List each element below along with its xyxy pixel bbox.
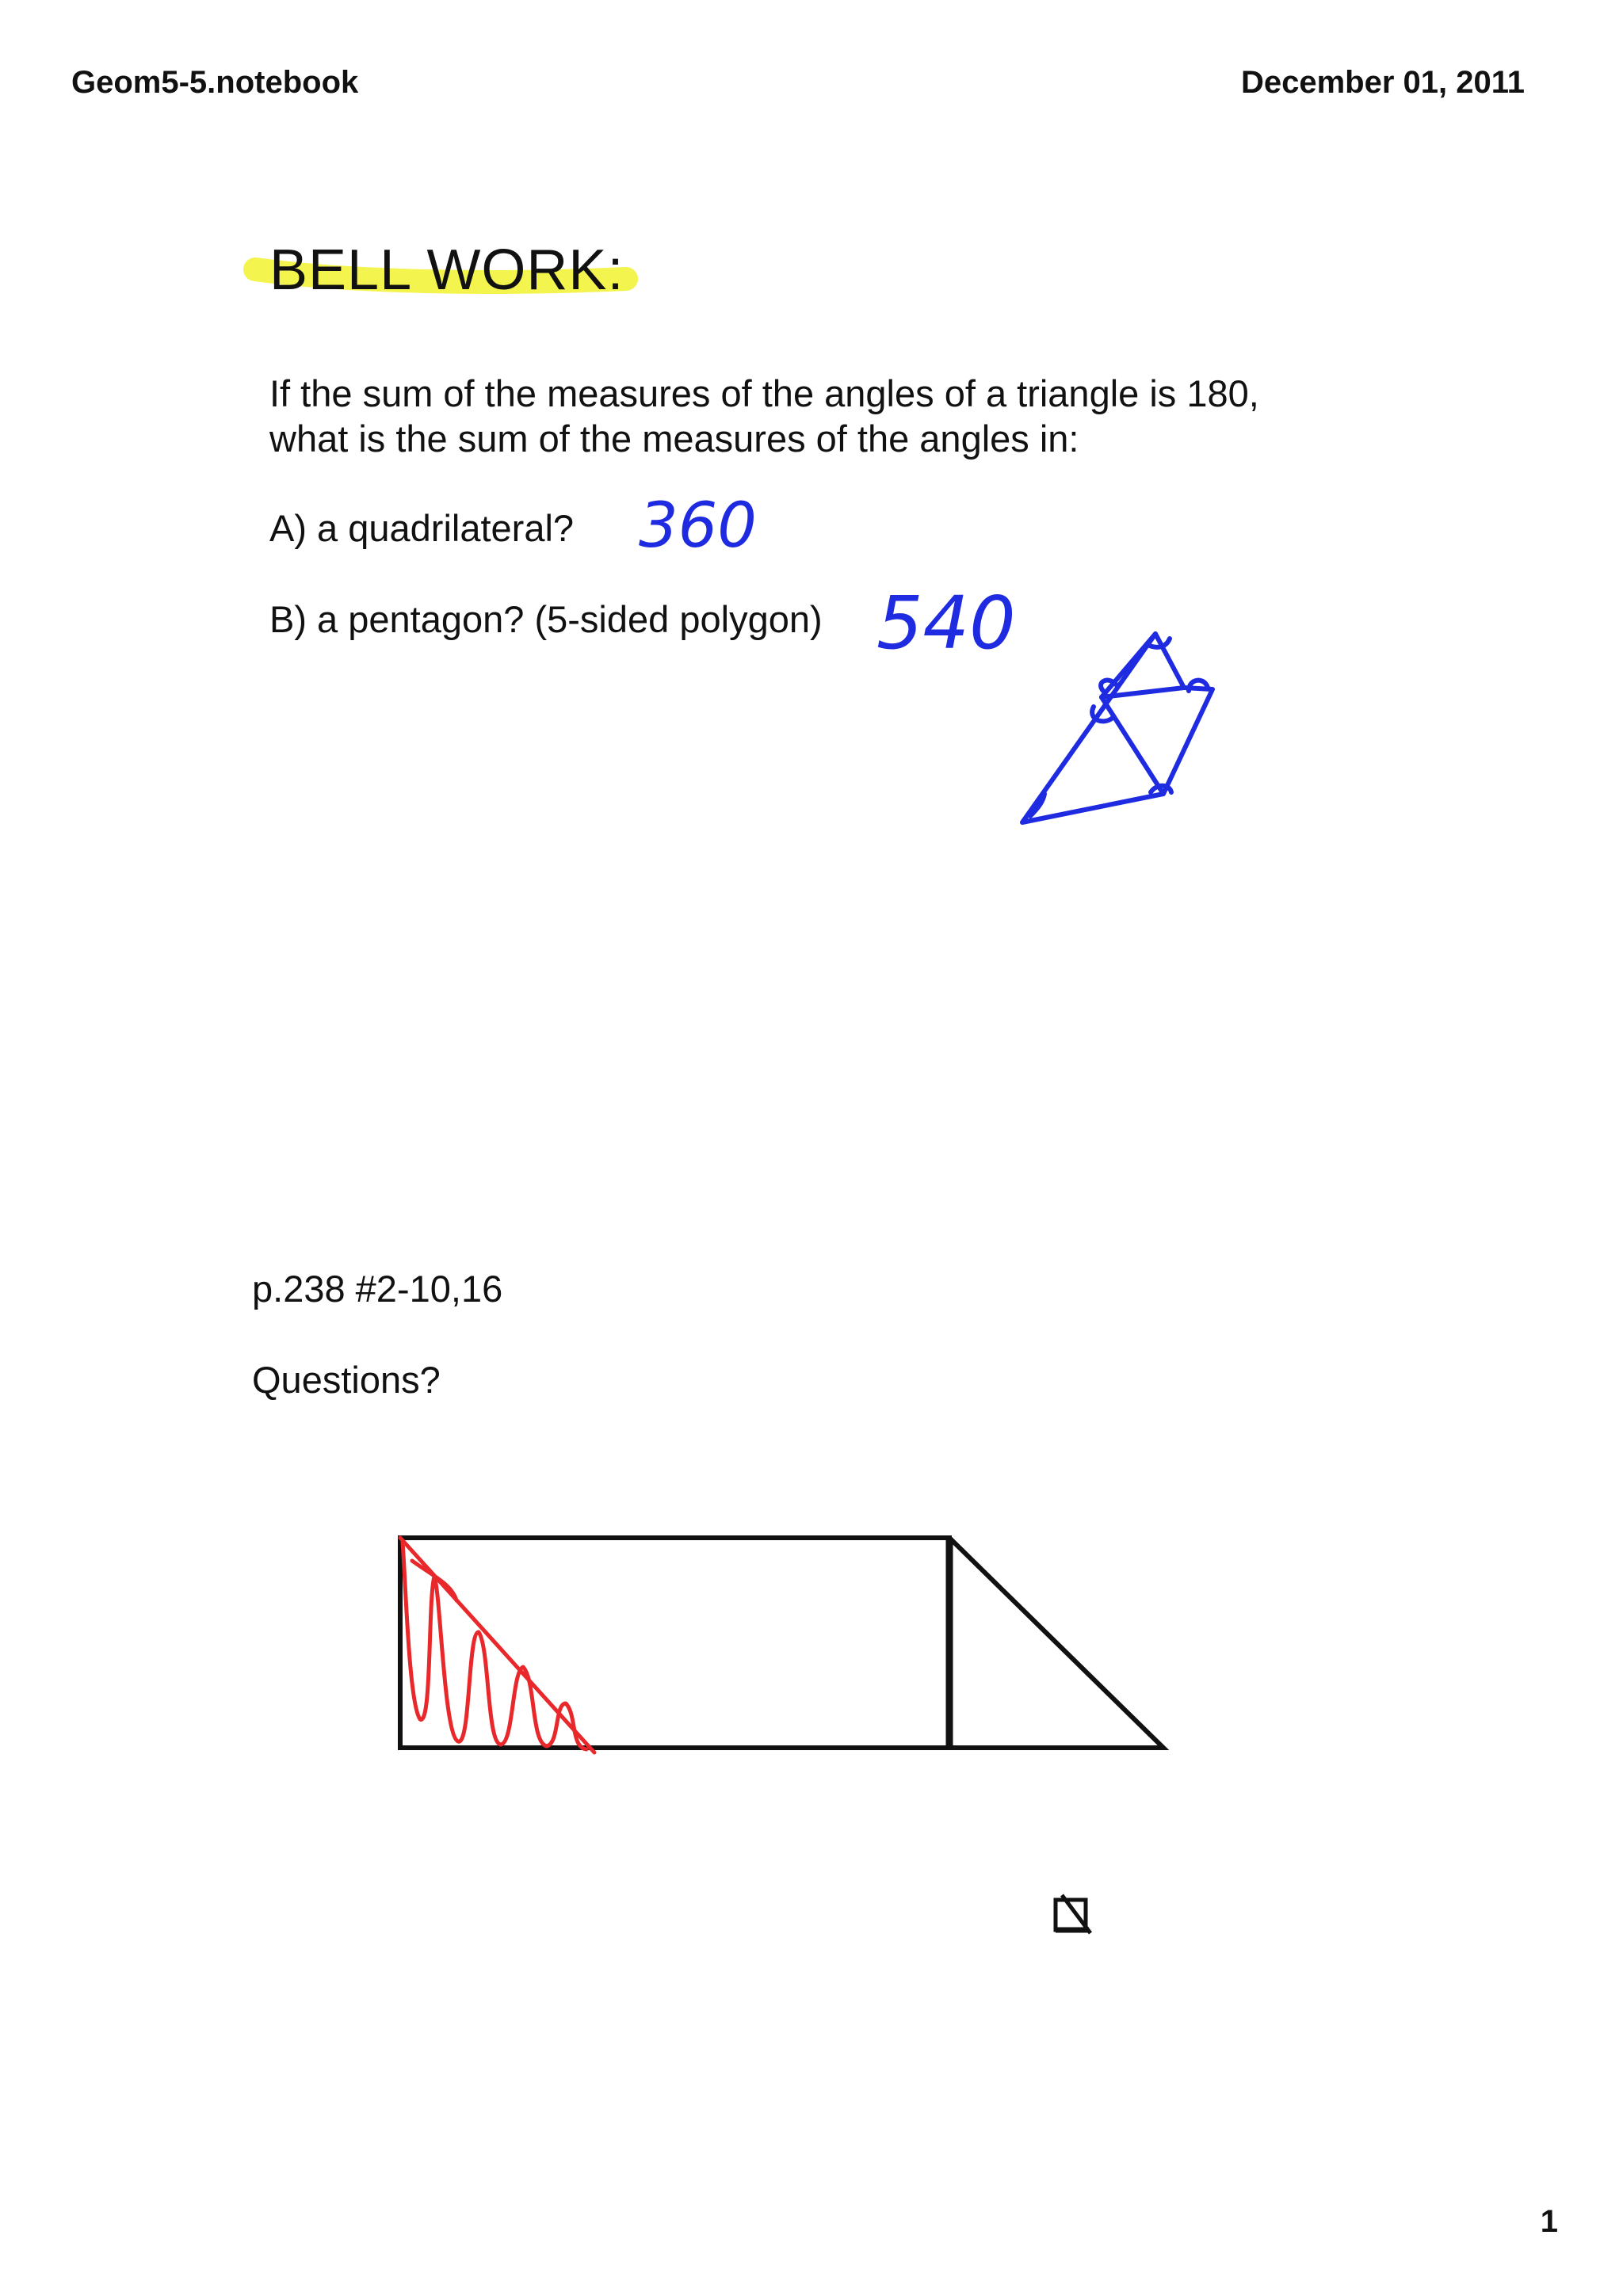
option-b: B) a pentagon? (5-sided polygon): [269, 598, 823, 640]
page-title: BELL WORK:: [269, 238, 624, 302]
questions-prompt: Questions?: [252, 1359, 441, 1401]
answer-540: 540: [876, 581, 1016, 666]
assignment-reference: p.238 #2-10,16: [252, 1268, 503, 1310]
option-a: A) a quadrilateral?: [269, 507, 575, 549]
answer-360: 360: [639, 490, 757, 562]
notebook-date: December 01, 2011: [1240, 65, 1525, 100]
question-line-1: If the sum of the measures of the angles of a triangle is 180,: [269, 372, 1259, 414]
question-line-2: what is the sum of the measures of the angles in:: [269, 418, 1079, 460]
notebook-filename: Geom5-5.notebook: [71, 65, 359, 100]
page-number: 1: [1540, 2204, 1558, 2239]
